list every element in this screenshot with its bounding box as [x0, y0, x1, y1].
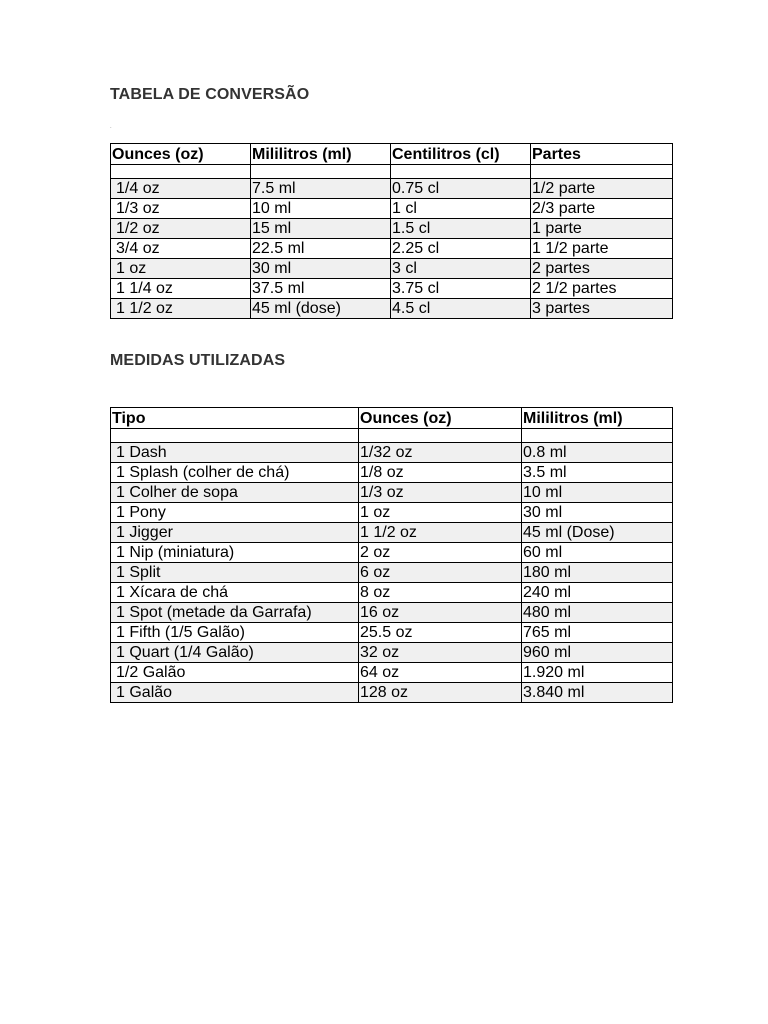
header-partes: Partes	[531, 144, 673, 165]
spacer-cell	[391, 165, 531, 179]
conversion-table-title: TABELA DE CONVERSÃO	[110, 86, 310, 103]
header-ounces: Ounces (oz)	[111, 144, 251, 165]
cell-centilitros: 4.5 cl	[391, 299, 531, 319]
cell-tipo: 1 Fifth (1/5 Galão)	[111, 623, 359, 643]
cell-ounces: 1/3 oz	[359, 483, 522, 503]
cell-mililitros: 45 ml (dose)	[251, 299, 391, 319]
cell-mililitros: 37.5 ml	[251, 279, 391, 299]
cell-partes: 1 parte	[531, 219, 673, 239]
cell-tipo: 1 Colher de sopa	[111, 483, 359, 503]
cell-tipo: 1 Jigger	[111, 523, 359, 543]
table-row	[111, 483, 673, 503]
table-row	[111, 463, 673, 483]
conversion-table	[110, 143, 673, 319]
conversion-header-row	[111, 144, 673, 165]
cell-ounces: 1/3 oz	[111, 199, 251, 219]
cell-ounces: 128 oz	[359, 683, 522, 703]
table-row	[111, 683, 673, 703]
cell-tipo: 1 Nip (miniatura)	[111, 543, 359, 563]
spacer-cell	[531, 165, 673, 179]
cell-centilitros: 0.75 cl	[391, 179, 531, 199]
cell-partes: 1/2 parte	[531, 179, 673, 199]
cell-centilitros: 3 cl	[391, 259, 531, 279]
table-row	[111, 603, 673, 623]
conversion-table-body	[111, 165, 673, 319]
table-row	[111, 443, 673, 463]
cell-ounces: 1/8 oz	[359, 463, 522, 483]
cell-ounces: 1/4 oz	[111, 179, 251, 199]
cell-ounces: 16 oz	[359, 603, 522, 623]
cell-tipo: 1 Xícara de chá	[111, 583, 359, 603]
cell-mililitros: 45 ml (Dose)	[522, 523, 673, 543]
header-centilitros: Centilitros (cl)	[391, 144, 531, 165]
table-row	[111, 663, 673, 683]
stray-dot: .	[110, 124, 112, 130]
cell-ounces: 1/32 oz	[359, 443, 522, 463]
cell-partes: 1 1/2 parte	[531, 239, 673, 259]
cell-ounces: 64 oz	[359, 663, 522, 683]
cell-ounces: 2 oz	[359, 543, 522, 563]
table-row	[111, 623, 673, 643]
table-row	[111, 219, 673, 239]
cell-tipo: 1 Galão	[111, 683, 359, 703]
cell-mililitros: 22.5 ml	[251, 239, 391, 259]
cell-mililitros: 240 ml	[522, 583, 673, 603]
table-row	[111, 583, 673, 603]
cell-mililitros: 10 ml	[522, 483, 673, 503]
header-mililitros: Mililitros (ml)	[522, 408, 673, 429]
spacer-cell	[111, 429, 359, 443]
cell-centilitros: 1.5 cl	[391, 219, 531, 239]
header-mililitros: Mililitros (ml)	[251, 144, 391, 165]
cell-ounces: 1/2 oz	[111, 219, 251, 239]
spacer-row	[111, 165, 673, 179]
table-row	[111, 523, 673, 543]
spacer-cell	[522, 429, 673, 443]
table-row	[111, 299, 673, 319]
cell-tipo: 1/2 Galão	[111, 663, 359, 683]
cell-ounces: 32 oz	[359, 643, 522, 663]
cell-mililitros: 30 ml	[251, 259, 391, 279]
spacer-cell	[359, 429, 522, 443]
cell-partes: 3 partes	[531, 299, 673, 319]
cell-ounces: 1 1/4 oz	[111, 279, 251, 299]
cell-mililitros: 30 ml	[522, 503, 673, 523]
cell-centilitros: 3.75 cl	[391, 279, 531, 299]
table-row	[111, 259, 673, 279]
cell-ounces: 8 oz	[359, 583, 522, 603]
measures-table-body	[111, 429, 673, 703]
cell-mililitros: 180 ml	[522, 563, 673, 583]
measures-table	[110, 407, 673, 703]
cell-ounces: 1 1/2 oz	[111, 299, 251, 319]
table-row	[111, 179, 673, 199]
cell-ounces: 25.5 oz	[359, 623, 522, 643]
cell-mililitros: 10 ml	[251, 199, 391, 219]
table-row	[111, 199, 673, 219]
cell-mililitros: 960 ml	[522, 643, 673, 663]
cell-ounces: 1 1/2 oz	[359, 523, 522, 543]
spacer-cell	[251, 165, 391, 179]
cell-ounces: 1 oz	[111, 259, 251, 279]
spacer-row	[111, 429, 673, 443]
cell-mililitros: 60 ml	[522, 543, 673, 563]
cell-ounces: 6 oz	[359, 563, 522, 583]
cell-tipo: 1 Splash (colher de chá)	[111, 463, 359, 483]
cell-partes: 2 1/2 partes	[531, 279, 673, 299]
cell-tipo: 1 Spot (metade da Garrafa)	[111, 603, 359, 623]
table-row	[111, 239, 673, 259]
cell-mililitros: 15 ml	[251, 219, 391, 239]
header-ounces: Ounces (oz)	[359, 408, 522, 429]
table-row	[111, 643, 673, 663]
cell-mililitros: 765 ml	[522, 623, 673, 643]
cell-tipo: 1 Quart (1/4 Galão)	[111, 643, 359, 663]
cell-mililitros: 3.5 ml	[522, 463, 673, 483]
cell-mililitros: 7.5 ml	[251, 179, 391, 199]
cell-centilitros: 2.25 cl	[391, 239, 531, 259]
header-tipo: Tipo	[111, 408, 359, 429]
cell-mililitros: 0.8 ml	[522, 443, 673, 463]
cell-ounces: 1 oz	[359, 503, 522, 523]
cell-tipo: 1 Pony	[111, 503, 359, 523]
measures-table-title: MEDIDAS UTILIZADAS	[110, 352, 286, 369]
cell-centilitros: 1 cl	[391, 199, 531, 219]
cell-mililitros: 480 ml	[522, 603, 673, 623]
table-row	[111, 563, 673, 583]
cell-partes: 2/3 parte	[531, 199, 673, 219]
spacer-cell	[111, 165, 251, 179]
cell-mililitros: 1.920 ml	[522, 663, 673, 683]
cell-mililitros: 3.840 ml	[522, 683, 673, 703]
table-row	[111, 503, 673, 523]
cell-tipo: 1 Split	[111, 563, 359, 583]
cell-tipo: 1 Dash	[111, 443, 359, 463]
measures-header-row	[111, 408, 673, 429]
cell-ounces: 3/4 oz	[111, 239, 251, 259]
table-row	[111, 279, 673, 299]
cell-partes: 2 partes	[531, 259, 673, 279]
table-row	[111, 543, 673, 563]
